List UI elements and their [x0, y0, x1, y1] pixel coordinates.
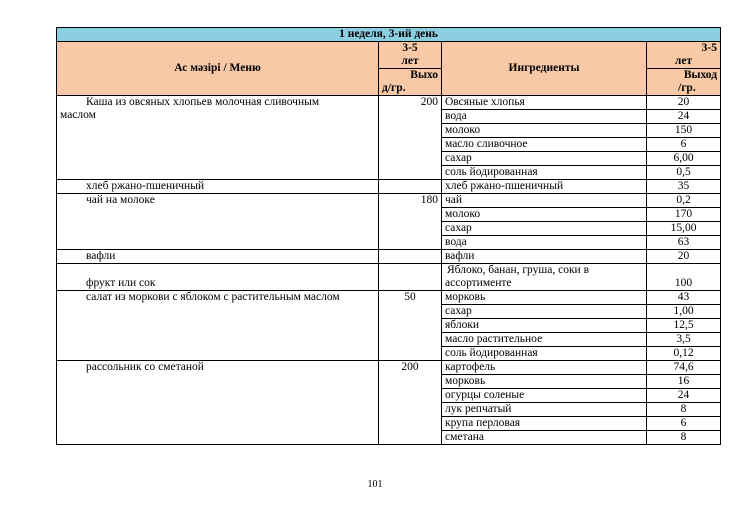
dish-yield [379, 250, 442, 264]
ingredient-name: крупа перловая [442, 417, 647, 431]
dish-name-cont: маслом [60, 109, 96, 121]
ingredient-name: огурцы соленые [442, 389, 647, 403]
ingredient-qty: 0,2 [647, 194, 721, 208]
ingredient-qty: 8 [647, 403, 721, 417]
table-row [57, 96, 721, 110]
dish-yield: 180 [379, 194, 442, 250]
dish-cell [57, 180, 379, 194]
yield-ingredient-line2: /гр. [678, 82, 696, 94]
ingredient-name: соль йодированная [442, 347, 647, 361]
yield-menu-line2: д/гр. [382, 82, 406, 94]
page-number: 101 [367, 479, 383, 490]
ingredient-qty: 8 [647, 431, 721, 445]
ingredient-name: вафли [442, 250, 647, 264]
ingredient-qty: 20 [647, 250, 721, 264]
ingredient-qty: 16 [647, 375, 721, 389]
ingredient-name: сахар [442, 222, 647, 236]
ingredient-name: вода [442, 236, 647, 250]
ingredient-qty: 24 [647, 110, 721, 124]
dish-cell [57, 250, 379, 264]
ingredient-name: сахар [442, 152, 647, 166]
ingredient-qty: 150 [647, 124, 721, 138]
dish-cell [57, 96, 379, 180]
yield-ingredient-line1: Выход [683, 69, 718, 81]
dish-name: фрукт или сок [86, 277, 156, 289]
ingredient-qty: 170 [647, 208, 721, 222]
ingredient-name: сахар [442, 305, 647, 319]
ingredient-qty: 15,00 [647, 222, 721, 236]
menu-table [56, 27, 721, 445]
ingredient-name: масло растительное [442, 333, 647, 347]
ingredient-name: картофель [442, 361, 647, 375]
ingredient-qty: 12,5 [647, 319, 721, 333]
dish-yield: 50 [379, 291, 442, 361]
table-row [57, 250, 721, 264]
ingredient-name: морковь [442, 291, 647, 305]
table-title: 1 неделя, 3-ий день [57, 28, 721, 42]
table-row [57, 180, 721, 194]
ingredient-qty: 20 [647, 96, 721, 110]
menu-column-header: Ас мәзірі / Меню [57, 42, 379, 96]
dish-name: чай на молоке [86, 194, 155, 206]
ingredient-name: Яблоко, банан, груша, соки в [447, 264, 590, 276]
ingredient-name: масло сливочное [442, 138, 647, 152]
dish-cell [57, 194, 379, 250]
dish-yield: 200 [379, 96, 442, 180]
dish-name: хлеб ржано-пшеничный [86, 180, 205, 192]
ingredient-name: сметана [442, 431, 647, 445]
ingredient-cell [442, 264, 647, 291]
ingredient-qty: 0,5 [647, 166, 721, 180]
age-range-2: 3-5 [701, 42, 718, 54]
dish-name: рассольник со сметаной [86, 361, 204, 373]
ingredient-name: яблоки [442, 319, 647, 333]
ingredient-name: соль йодированная [442, 166, 647, 180]
ingredient-name: молоко [442, 124, 647, 138]
ingredient-qty: 63 [647, 236, 721, 250]
table-header-row [57, 42, 721, 69]
ingredient-qty: 3,5 [647, 333, 721, 347]
ingredient-name: морковь [442, 375, 647, 389]
table-row [57, 194, 721, 208]
dish-yield [379, 180, 442, 194]
dish-cell [57, 361, 379, 445]
dish-yield: 200 [379, 361, 442, 445]
ingredient-qty: 43 [647, 291, 721, 305]
ingredient-qty: 0,12 [647, 347, 721, 361]
ingredient-qty: 74,6 [647, 361, 721, 375]
dish-cell [57, 291, 379, 361]
ingredient-name: молоко [442, 208, 647, 222]
table-title-row [57, 28, 721, 42]
table-row [57, 361, 721, 375]
ingredient-qty: 100 [647, 264, 721, 291]
ingredient-qty: 24 [647, 389, 721, 403]
ingredient-qty: 6 [647, 417, 721, 431]
ingredients-column-header: Ингредиенты [442, 42, 647, 96]
age-header [379, 42, 442, 69]
age-range: 3-5 [402, 42, 418, 54]
age-header-2 [647, 42, 721, 69]
yield-menu-header [379, 69, 442, 96]
ingredient-name: вода [442, 110, 647, 124]
ingredient-name: чай [442, 194, 647, 208]
age-unit-2: лет [674, 55, 693, 67]
ingredient-name: хлеб ржано-пшеничный [442, 180, 647, 194]
yield-menu-line1: Выхо [410, 69, 438, 81]
dish-name: вафли [86, 250, 116, 262]
ingredient-name-cont: ассортименте [445, 277, 512, 289]
ingredient-qty: 6,00 [647, 152, 721, 166]
dish-yield [379, 264, 442, 291]
table-row [57, 264, 721, 291]
table-row [57, 291, 721, 305]
dish-name: Каша из овсяных хлопьев молочная сливочным [86, 96, 320, 108]
yield-ingredient-header [647, 69, 721, 96]
ingredient-name: Овсяные хлопья [442, 96, 647, 110]
dish-name: салат из моркови с яблоком с растительным маслом [86, 291, 340, 303]
ingredient-name: лук репчатый [442, 403, 647, 417]
age-unit: лет [401, 55, 419, 67]
dish-cell [57, 264, 379, 291]
ingredient-qty: 35 [647, 180, 721, 194]
ingredient-qty: 6 [647, 138, 721, 152]
ingredient-qty: 1,00 [647, 305, 721, 319]
